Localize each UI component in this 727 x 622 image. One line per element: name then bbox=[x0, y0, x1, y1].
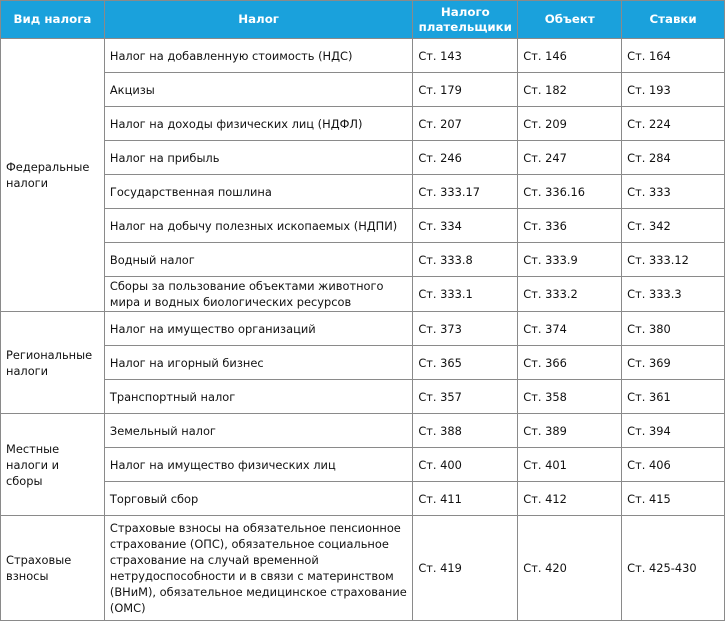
table-row bbox=[1, 312, 725, 346]
object-cell: Ст. 401 bbox=[518, 448, 622, 482]
table-row bbox=[1, 277, 725, 312]
object-cell: Ст. 366 bbox=[518, 346, 622, 380]
object-cell: Ст. 333.9 bbox=[518, 243, 622, 277]
payers-cell: Ст. 365 bbox=[413, 346, 518, 380]
object-cell: Ст. 358 bbox=[518, 380, 622, 414]
object-cell: Ст. 333.2 bbox=[518, 277, 622, 312]
tax-name: Налог на прибыль bbox=[104, 141, 412, 175]
object-cell: Ст. 374 bbox=[518, 312, 622, 346]
payers-cell: Ст. 357 bbox=[413, 380, 518, 414]
rates-cell: Ст. 342 bbox=[622, 209, 725, 243]
group-label-local: Местные налоги и сборы bbox=[1, 414, 105, 516]
header-row bbox=[1, 1, 725, 39]
header-tax: Налог bbox=[104, 1, 412, 39]
object-cell: Ст. 420 bbox=[518, 516, 622, 621]
rates-cell: Ст. 333 bbox=[622, 175, 725, 209]
table-row bbox=[1, 346, 725, 380]
group-label-regional: Региональные налоги bbox=[1, 312, 105, 414]
payers-cell: Ст. 334 bbox=[413, 209, 518, 243]
tax-name: Транспортный налог bbox=[104, 380, 412, 414]
table-row bbox=[1, 107, 725, 141]
tax-name: Акцизы bbox=[104, 73, 412, 107]
rates-cell: Ст. 333.12 bbox=[622, 243, 725, 277]
tax-name: Налог на игорный бизнес bbox=[104, 346, 412, 380]
tax-name: Налог на доходы физических лиц (НДФЛ) bbox=[104, 107, 412, 141]
tax-name: Налог на добавленную стоимость (НДС) bbox=[104, 39, 412, 73]
table-row bbox=[1, 516, 725, 621]
rates-cell: Ст. 164 bbox=[622, 39, 725, 73]
table-row bbox=[1, 448, 725, 482]
table-row bbox=[1, 243, 725, 277]
table-row bbox=[1, 141, 725, 175]
payers-cell: Ст. 388 bbox=[413, 414, 518, 448]
object-cell: Ст. 412 bbox=[518, 482, 622, 516]
object-cell: Ст. 247 bbox=[518, 141, 622, 175]
table-row bbox=[1, 209, 725, 243]
table-row bbox=[1, 414, 725, 448]
rates-cell: Ст. 425-430 bbox=[622, 516, 725, 621]
group-label-federal: Федеральные налоги bbox=[1, 39, 105, 312]
rates-cell: Ст. 415 bbox=[622, 482, 725, 516]
object-cell: Ст. 336 bbox=[518, 209, 622, 243]
tax-name: Сборы за пользование объектами животного мира и водных биологических ресурсов bbox=[104, 277, 412, 312]
rates-cell: Ст. 333.3 bbox=[622, 277, 725, 312]
rates-cell: Ст. 380 bbox=[622, 312, 725, 346]
tax-name: Земельный налог bbox=[104, 414, 412, 448]
header-tax-type: Вид налога bbox=[1, 1, 105, 39]
header-payers: Налого плательщики bbox=[413, 1, 518, 39]
payers-cell: Ст. 179 bbox=[413, 73, 518, 107]
tax-name: Государственная пошлина bbox=[104, 175, 412, 209]
rates-cell: Ст. 406 bbox=[622, 448, 725, 482]
table-row bbox=[1, 73, 725, 107]
object-cell: Ст. 209 bbox=[518, 107, 622, 141]
payers-cell: Ст. 411 bbox=[413, 482, 518, 516]
payers-cell: Ст. 333.1 bbox=[413, 277, 518, 312]
payers-cell: Ст. 246 bbox=[413, 141, 518, 175]
rates-cell: Ст. 361 bbox=[622, 380, 725, 414]
payers-cell: Ст. 419 bbox=[413, 516, 518, 621]
rates-cell: Ст. 394 bbox=[622, 414, 725, 448]
object-cell: Ст. 336.16 bbox=[518, 175, 622, 209]
rates-cell: Ст. 224 bbox=[622, 107, 725, 141]
tax-name: Торговый сбор bbox=[104, 482, 412, 516]
tax-name: Налог на добычу полезных ископаемых (НДПИ) bbox=[104, 209, 412, 243]
payers-cell: Ст. 333.8 bbox=[413, 243, 518, 277]
table-row bbox=[1, 380, 725, 414]
tax-name: Налог на имущество организаций bbox=[104, 312, 412, 346]
payers-cell: Ст. 143 bbox=[413, 39, 518, 73]
table-row bbox=[1, 482, 725, 516]
object-cell: Ст. 389 bbox=[518, 414, 622, 448]
tax-name: Водный налог bbox=[104, 243, 412, 277]
rates-cell: Ст. 193 bbox=[622, 73, 725, 107]
payers-cell: Ст. 207 bbox=[413, 107, 518, 141]
payers-cell: Ст. 373 bbox=[413, 312, 518, 346]
payers-cell: Ст. 333.17 bbox=[413, 175, 518, 209]
group-label-insurance: Страховые взносы bbox=[1, 516, 105, 621]
tax-name: Страховые взносы на обязательное пенсионное страхование (ОПС), обязательное социальное страхование на случай временной нетрудоспособности и в связи с материнством (ВНиМ), обязательное медицинское страхование (ОМС) bbox=[104, 516, 412, 621]
object-cell: Ст. 146 bbox=[518, 39, 622, 73]
payers-cell: Ст. 400 bbox=[413, 448, 518, 482]
header-rates: Ставки bbox=[622, 1, 725, 39]
table-row bbox=[1, 175, 725, 209]
tax-name: Налог на имущество физических лиц bbox=[104, 448, 412, 482]
rates-cell: Ст. 369 bbox=[622, 346, 725, 380]
table-row bbox=[1, 39, 725, 73]
header-object: Объект bbox=[518, 1, 622, 39]
rates-cell: Ст. 284 bbox=[622, 141, 725, 175]
object-cell: Ст. 182 bbox=[518, 73, 622, 107]
